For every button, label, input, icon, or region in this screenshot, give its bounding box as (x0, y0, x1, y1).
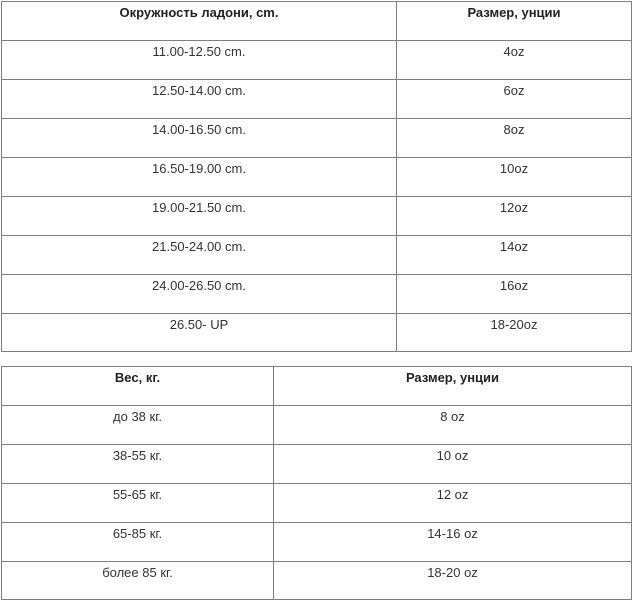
glove-size-header: Размер, унции (397, 2, 632, 41)
glove-size-cell: 18-20oz (397, 314, 632, 352)
palm-size-table (1, 1, 632, 352)
table-row (2, 523, 632, 562)
table-row (2, 445, 632, 484)
glove-size-cell: 10oz (397, 158, 632, 197)
glove-size-cell: 8oz (397, 119, 632, 158)
palm-circumference-header: Окружность ладони, cm. (2, 2, 397, 41)
table-row (2, 314, 632, 352)
palm-circumference-cell: 14.00-16.50 cm. (2, 119, 397, 158)
table-row (2, 119, 632, 158)
glove-size-cell: 12oz (397, 197, 632, 236)
weight-size-table (1, 366, 632, 600)
palm-circumference-cell: 21.50-24.00 cm. (2, 236, 397, 275)
glove-size-cell: 8 oz (274, 406, 632, 445)
table-header-row (2, 367, 632, 406)
palm-circumference-cell: 19.00-21.50 cm. (2, 197, 397, 236)
table-row (2, 80, 632, 119)
palm-circumference-cell: 11.00-12.50 cm. (2, 41, 397, 80)
palm-circumference-cell: 24.00-26.50 cm. (2, 275, 397, 314)
glove-size-header: Размер, унции (274, 367, 632, 406)
weight-cell: до 38 кг. (2, 406, 274, 445)
table-header-row (2, 2, 632, 41)
table-row (2, 406, 632, 445)
table-row (2, 236, 632, 275)
table-row (2, 275, 632, 314)
glove-size-cell: 16oz (397, 275, 632, 314)
palm-circumference-cell: 26.50- UP (2, 314, 397, 352)
table-row (2, 484, 632, 523)
glove-size-cell: 4oz (397, 41, 632, 80)
palm-circumference-cell: 12.50-14.00 cm. (2, 80, 397, 119)
weight-header: Вес, кг. (2, 367, 274, 406)
glove-size-cell: 12 oz (274, 484, 632, 523)
palm-circumference-cell: 16.50-19.00 cm. (2, 158, 397, 197)
table-row (2, 41, 632, 80)
glove-size-cell: 10 oz (274, 445, 632, 484)
weight-cell: более 85 кг. (2, 562, 274, 600)
weight-cell: 65-85 кг. (2, 523, 274, 562)
glove-size-cell: 18-20 oz (274, 562, 632, 600)
weight-cell: 38-55 кг. (2, 445, 274, 484)
glove-size-cell: 14oz (397, 236, 632, 275)
glove-size-cell: 14-16 oz (274, 523, 632, 562)
table-row (2, 158, 632, 197)
table-row (2, 197, 632, 236)
table-row (2, 562, 632, 600)
glove-size-cell: 6oz (397, 80, 632, 119)
weight-cell: 55-65 кг. (2, 484, 274, 523)
